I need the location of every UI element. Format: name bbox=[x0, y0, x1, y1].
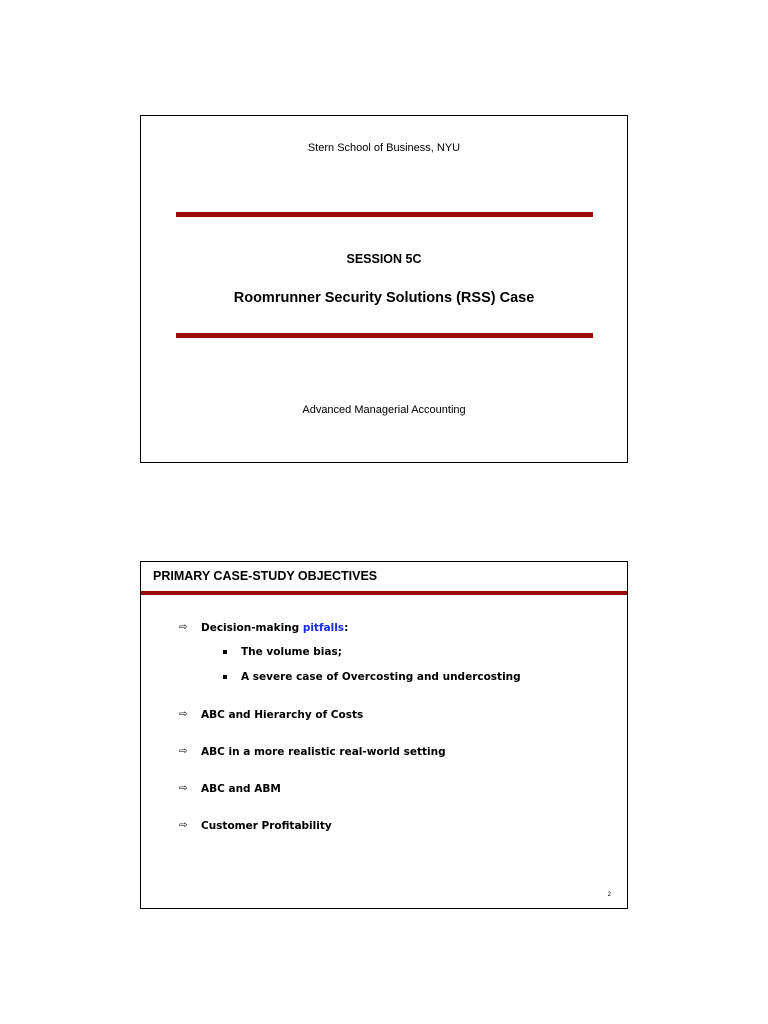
header-divider bbox=[141, 591, 627, 595]
arrow-right-icon: ⇨ bbox=[179, 783, 188, 794]
square-bullet-icon bbox=[223, 650, 227, 654]
slide-1 bbox=[140, 115, 628, 463]
slide-2 bbox=[140, 561, 628, 909]
session-label: SESSION 5C bbox=[346, 252, 422, 266]
school-name: Stern School of Business, NYU bbox=[307, 142, 461, 154]
square-bullet-icon bbox=[223, 675, 227, 679]
bottom-divider bbox=[176, 333, 593, 338]
objective-item: ABC and ABM bbox=[201, 783, 281, 795]
slide-title: Roomrunner Security Solutions (RSS) Case bbox=[233, 290, 535, 306]
arrow-right-icon: ⇨ bbox=[179, 622, 188, 633]
objective-suffix: : bbox=[344, 622, 349, 634]
arrow-right-icon: ⇨ bbox=[179, 709, 188, 720]
page-number: 2 bbox=[607, 892, 611, 898]
slide-header: PRIMARY CASE-STUDY OBJECTIVES bbox=[153, 569, 378, 583]
objective-item: ABC in a more realistic real-world setting bbox=[201, 746, 446, 758]
arrow-right-icon: ⇨ bbox=[179, 746, 188, 757]
highlight-text: pitfalls bbox=[302, 622, 345, 634]
objective-item: ABC and Hierarchy of Costs bbox=[201, 709, 364, 721]
sub-objective-item: A severe case of Overcosting and undercosting bbox=[241, 671, 521, 683]
objective-text: Decision-making bbox=[201, 622, 303, 634]
course-name: Advanced Managerial Accounting bbox=[302, 404, 466, 416]
objective-item bbox=[201, 622, 348, 634]
sub-objective-item: The volume bias; bbox=[241, 646, 342, 658]
arrow-right-icon: ⇨ bbox=[179, 820, 188, 831]
top-divider bbox=[176, 212, 593, 217]
objective-item: Customer Profitability bbox=[201, 820, 332, 832]
